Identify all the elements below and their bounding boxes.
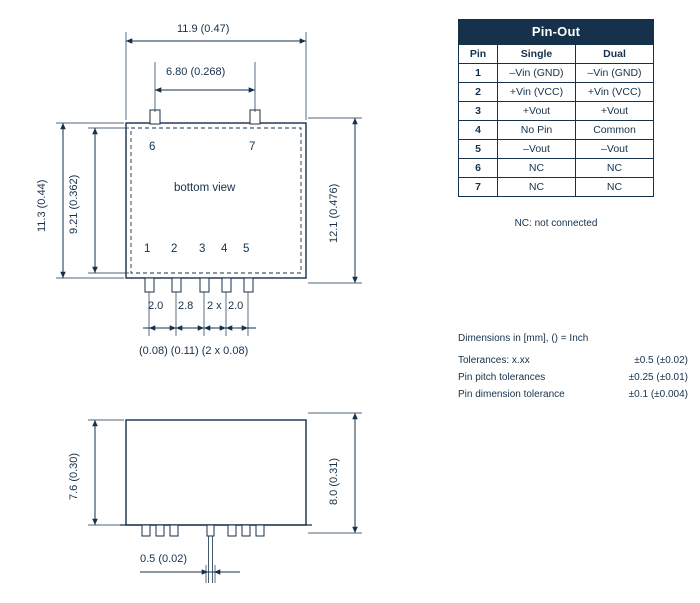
cell-dual: Common bbox=[576, 121, 654, 140]
cell-single: NC bbox=[498, 159, 576, 178]
side-height-right-label: 8.0 (0.31) bbox=[328, 457, 340, 505]
pinout-title: Pin-Out bbox=[459, 20, 654, 45]
cell-pin: 4 bbox=[459, 121, 498, 140]
tolerance-row bbox=[458, 369, 688, 386]
pin-number-4: 4 bbox=[221, 243, 228, 255]
cell-pin: 3 bbox=[459, 102, 498, 121]
cell-single: NC bbox=[498, 178, 576, 197]
top-width-dimension-label: 11.9 (0.47) bbox=[177, 23, 230, 35]
cell-pin: 6 bbox=[459, 159, 498, 178]
pin-number-3: 3 bbox=[199, 243, 206, 255]
cell-pin: 5 bbox=[459, 140, 498, 159]
table-row bbox=[459, 159, 654, 178]
bottom-view-caption: bottom view bbox=[174, 182, 236, 194]
pitch-value-2: 2.8 bbox=[178, 300, 194, 312]
cell-dual: –Vin (GND) bbox=[576, 64, 654, 83]
pin-number-2: 2 bbox=[171, 243, 178, 255]
cell-single: +Vin (VCC) bbox=[498, 83, 576, 102]
right-height-dimension-label: 12.1 (0.476) bbox=[328, 183, 340, 243]
pin-number-5: 5 bbox=[243, 243, 250, 255]
cell-pin: 2 bbox=[459, 83, 498, 102]
dimensions-note: Dimensions in [mm], () = Inch bbox=[458, 333, 589, 344]
pitch-value-1: 2.0 bbox=[148, 300, 164, 312]
tolerance-value: ±0.5 (±0.02) bbox=[634, 355, 688, 366]
table-row bbox=[459, 178, 654, 197]
inner-width-dimension-label: 6.80 (0.268) bbox=[166, 66, 226, 78]
cell-pin: 7 bbox=[459, 178, 498, 197]
table-row bbox=[459, 83, 654, 102]
pinout-footnote: NC: not connected bbox=[514, 218, 598, 229]
tolerance-label: Pin dimension tolerance bbox=[458, 389, 565, 400]
table-row bbox=[459, 121, 654, 140]
cell-dual: –Vout bbox=[576, 140, 654, 159]
tolerance-row bbox=[458, 352, 688, 369]
table-row bbox=[459, 64, 654, 83]
pin-number-1: 1 bbox=[144, 243, 151, 255]
cell-pin: 1 bbox=[459, 64, 498, 83]
outer-height-dimension-label: 11.3 (0.44) bbox=[36, 179, 48, 232]
tolerance-label: Pin pitch tolerances bbox=[458, 372, 546, 383]
pitch-inch-label: (0.08) (0.11) (2 x 0.08) bbox=[139, 345, 249, 357]
tolerance-label: Tolerances: x.xx bbox=[458, 355, 530, 366]
pitch-value-3: 2 x bbox=[207, 300, 222, 312]
cell-single: –Vin (GND) bbox=[498, 64, 576, 83]
cell-single: +Vout bbox=[498, 102, 576, 121]
pinout-header-dual: Dual bbox=[576, 45, 654, 64]
tolerance-value: ±0.25 (±0.01) bbox=[628, 372, 688, 383]
cell-dual: +Vin (VCC) bbox=[576, 83, 654, 102]
table-row bbox=[459, 102, 654, 121]
cell-single: No Pin bbox=[498, 121, 576, 140]
side-height-left-label: 7.6 (0.30) bbox=[68, 452, 80, 500]
pitch-value-4: 2.0 bbox=[228, 300, 244, 312]
pin-width-label: 0.5 (0.02) bbox=[140, 553, 188, 565]
inner-height-dimension-label: 9.21 (0.362) bbox=[68, 174, 80, 234]
pinout-header-pin: Pin bbox=[459, 45, 498, 64]
cell-dual: NC bbox=[576, 178, 654, 197]
cell-single: –Vout bbox=[498, 140, 576, 159]
tolerance-block bbox=[458, 330, 688, 403]
pin-number-6: 6 bbox=[149, 141, 156, 153]
tolerance-value: ±0.1 (±0.004) bbox=[628, 389, 688, 400]
cell-dual: NC bbox=[576, 159, 654, 178]
pinout-header-single: Single bbox=[498, 45, 576, 64]
pinout-table bbox=[458, 19, 654, 197]
pin-number-7: 7 bbox=[249, 141, 256, 153]
cell-dual: +Vout bbox=[576, 102, 654, 121]
tolerance-row bbox=[458, 386, 688, 403]
table-row bbox=[459, 140, 654, 159]
